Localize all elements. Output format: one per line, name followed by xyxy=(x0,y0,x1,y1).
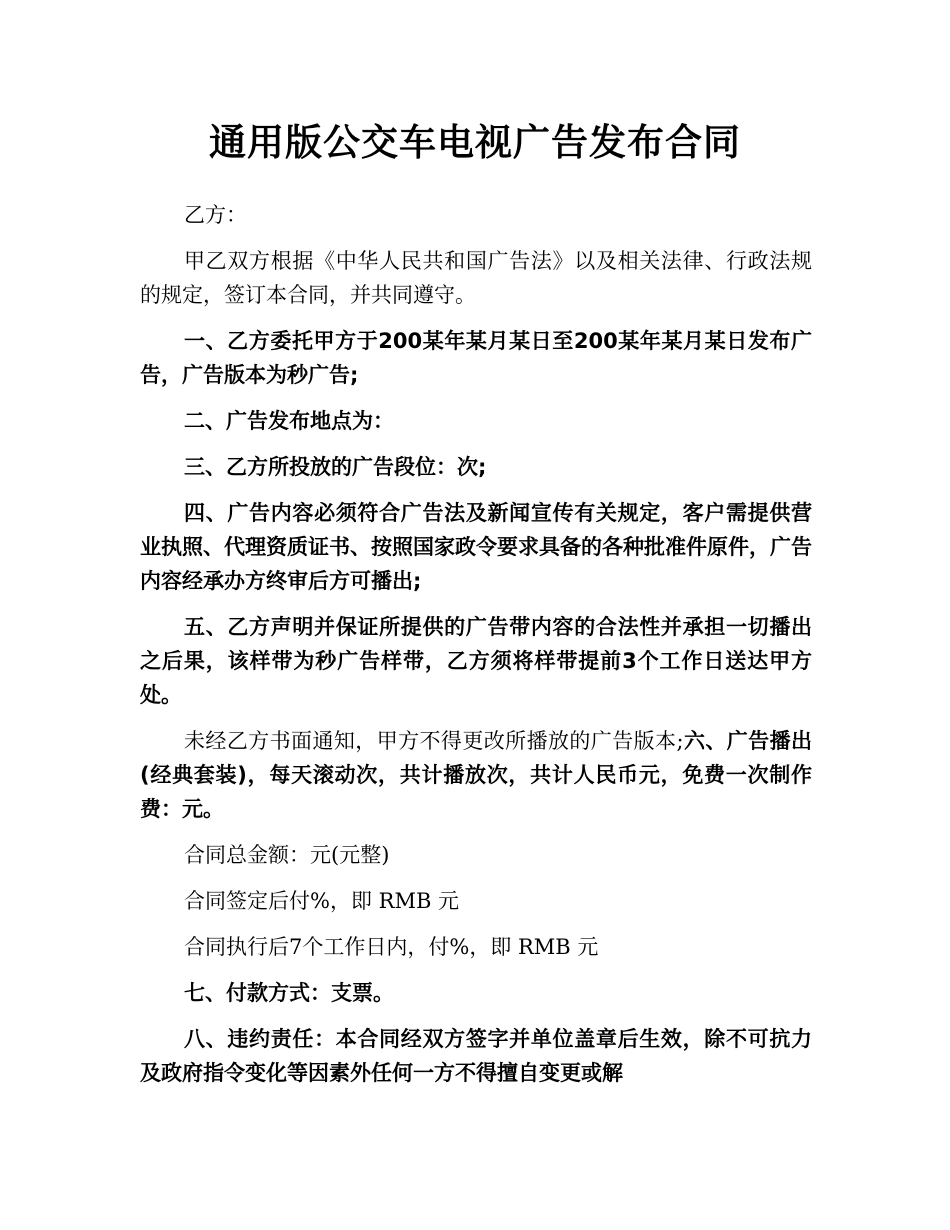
version-change-note: 未经乙方书面通知，甲方不得更改所播放的广告版本; xyxy=(184,729,684,753)
clause-5: 五、乙方声明并保证所提供的广告带内容的合法性并承担一切播出之后果，该样带为秒广告样带，乙方须将样带提前3个工作日送达甲方处。 xyxy=(140,615,812,707)
total-amount-line: 合同总金额：元(元整) xyxy=(184,843,390,867)
clause-2: 二、广告发布地点为： xyxy=(184,409,394,433)
payment-after-signing-line: 合同签定后付%，即 RMB 元 xyxy=(184,889,460,913)
party-b-line: 乙方： xyxy=(184,203,247,227)
payment-after-execution-line: 合同执行后7个工作日内，付%，即 RMB 元 xyxy=(184,935,599,959)
clause-6: 六、广告播出(经典套装)，每天滚动次，共计播放次，共计人民币元，免费一次制作费：元。 xyxy=(140,729,812,821)
clause-8: 八、违约责任：本合同经双方签字并单位盖章后生效，除不可抗力及政府指令变化等因素外任何一方不得擅自变更或解 xyxy=(140,1027,812,1085)
document-title: 通用版公交车电视广告发布合同 xyxy=(209,121,741,164)
clause-4: 四、广告内容必须符合广告法及新闻宣传有关规定，客户需提供营业执照、代理资质证书、按照国家政令要求具备的各种批准件原件，广告内容经承办方终审后方可播出; xyxy=(140,501,812,593)
clause-7: 七、付款方式：支票。 xyxy=(184,981,394,1005)
clause-1: 一、乙方委托甲方于200某年某月某日至200某年某月某日发布广告，广告版本为秒广告; xyxy=(140,329,812,387)
preamble-paragraph: 甲乙双方根据《中华人民共和国广告法》以及相关法律、行政法规的规定，签订本合同，并共同遵守。 xyxy=(140,249,812,307)
document-body xyxy=(140,198,812,1102)
clause-3: 三、乙方所投放的广告段位：次; xyxy=(184,455,487,479)
clause-6-paragraph xyxy=(140,724,812,826)
